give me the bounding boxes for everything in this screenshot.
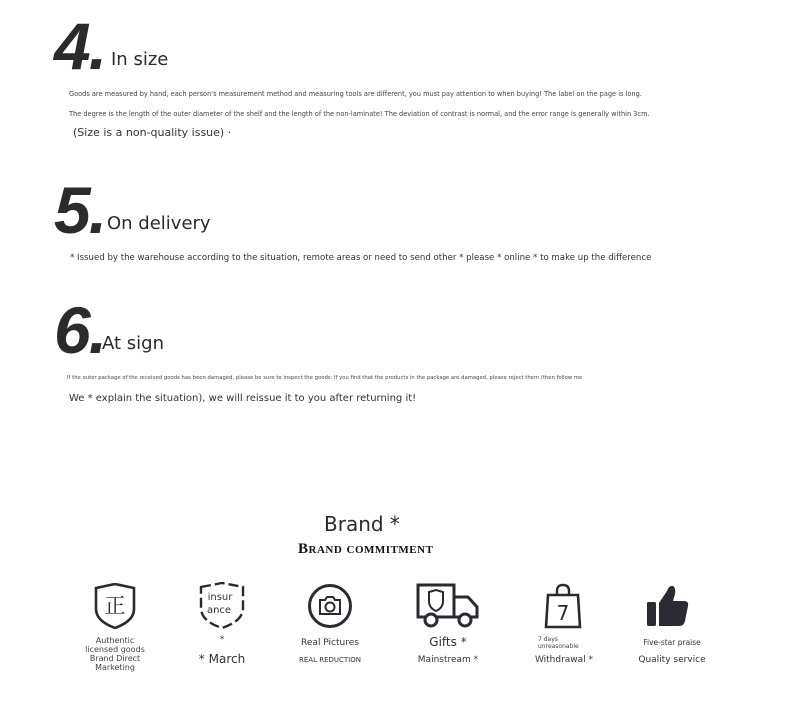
- section-5-line-1: * Issued by the warehouse according to the situation, remote areas or need to send other * please * online * to make up the difference: [70, 253, 652, 263]
- section-6-line-2: We * explain the situation), we will reissue it to you after returning it!: [69, 393, 417, 404]
- bag-line-1: 7 days: [538, 636, 558, 643]
- section-6-title: At sign: [102, 333, 164, 354]
- brand-title: Brand *: [324, 512, 400, 536]
- authentic-line-1: Authentic: [95, 636, 135, 645]
- thumbs-line-1: Five-star praise: [643, 638, 701, 647]
- section-5-number: 5.: [54, 173, 106, 247]
- brand-subtitle: Brand commitment: [298, 541, 434, 557]
- bag-line-2: unreasonable: [538, 643, 579, 650]
- authentic-line-4: Marketing: [95, 663, 135, 672]
- bag-small-label: [538, 636, 579, 650]
- camera-line-1: Real Pictures: [301, 638, 359, 648]
- insurance-shield-icon: [199, 582, 245, 630]
- section-6-line-1: If the outer package of the received goods has been damaged, please be sure to inspect the goods: If you find that the products in the package are damaged, please reject them (then follow me: [67, 375, 583, 381]
- truck-line-2: Mainstream *: [417, 655, 479, 665]
- camera-line-2: REAL REDUCTION: [299, 656, 361, 664]
- insurance-icon-text-1: insur: [207, 592, 233, 603]
- camera-icon: [307, 583, 353, 629]
- authentic-shield-icon: [93, 583, 137, 629]
- authentic-line-3: Brand Direct: [89, 654, 141, 663]
- shopping-bag-icon: [543, 583, 583, 629]
- authentic-glyph: 正: [104, 594, 126, 618]
- section-5-title: On delivery: [107, 213, 211, 234]
- section-4-line-2: The degree is the length of the outer diameter of the shelf and the length of the non-laminate! The deviation of contrast is normal, and the error range is generally within 3cm.: [69, 110, 650, 118]
- authentic-line-2: licensed goods: [85, 645, 145, 654]
- delivery-truck-icon: [416, 583, 480, 629]
- section-6-number: 6.: [54, 293, 106, 367]
- bag-line-3: Withdrawal *: [534, 655, 594, 665]
- section-4-line-3: (Size is a non-quality issue) ·: [73, 126, 232, 139]
- section-4-number: 4.: [54, 9, 106, 83]
- thumbs-line-2: Quality service: [638, 655, 706, 665]
- insurance-line-2: * March: [198, 652, 246, 666]
- truck-line-1: Gifts *: [429, 635, 467, 649]
- authentic-label: [75, 636, 155, 672]
- insurance-line-1: *: [219, 635, 225, 645]
- bag-glyph: 7: [556, 601, 570, 625]
- thumbs-up-icon: [645, 583, 691, 629]
- section-4-title: In size: [111, 49, 169, 70]
- insurance-icon-text-2: ance: [206, 605, 232, 616]
- section-4-line-1: Goods are measured by hand, each person's measurement method and measuring tools are different, you must pay attention to when buying! The label on the page is long.: [69, 90, 642, 98]
